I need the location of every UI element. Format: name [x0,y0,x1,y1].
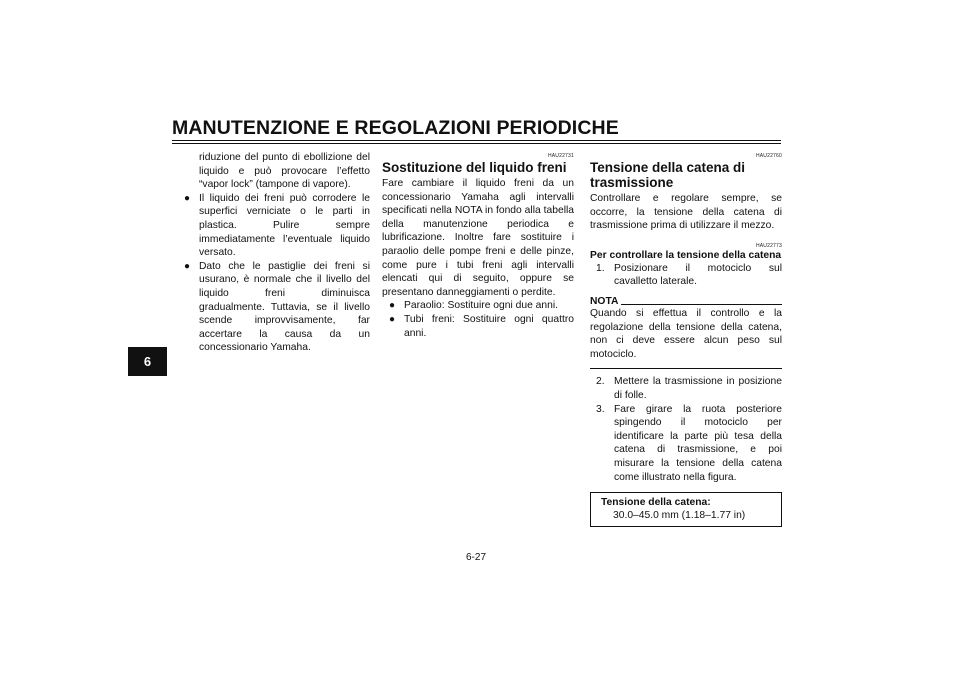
section-heading: Sostituzione del liquido freni [382,160,567,175]
title-rule [172,140,781,141]
column-1 [182,151,370,355]
step-text: Fare girare la ruota posteriore spingendo il motociclo per identificare la parte più tesa della catena di trasmissione, e poi misurare la tensione della catena come illustrato nella figura. [614,403,782,483]
section-code: HAU22760 [755,153,782,159]
step-number: 1. [596,262,605,274]
column-2 [382,153,574,340]
step-text: Posizionare il motociclo sul cavalletto laterale. [614,262,782,288]
nota-header [590,296,782,307]
section-code: HAU22731 [547,153,574,159]
section-code: HAU22773 [755,242,782,249]
bullet-icon: ● [389,300,396,312]
nota-rule [621,304,782,305]
page-number: 6-27 [466,552,487,563]
step-item [590,262,782,289]
bullet-icon: ● [184,260,191,272]
step-item [590,403,782,485]
list-item [182,192,370,260]
section-heading: Tensione della catena di trasmissione [590,160,746,190]
spec-value: 30.0–45.0 mm (1.18–1.77 in) [613,510,746,522]
nota-block [590,296,782,369]
section-intro: Controllare e regolare sempre, se occorre, la tensione della catena di trasmissione prima di utilizzare il mezzo. [590,193,782,232]
bullet-icon: ● [184,192,191,204]
step-item [590,375,782,402]
spec-box [590,492,782,527]
list-item-text: Tubi freni: Sostituire ogni quattro anni. [404,313,574,339]
list-item [382,313,574,340]
column-3 [590,153,782,527]
subsection-heading: Per controllare la tensione della catena [590,249,782,261]
list-item [382,299,574,313]
nota-end-rule [590,368,782,369]
title-rule-thin [172,143,781,144]
nota-text: Quando si effettua il controllo e la regolazione della tensione della catena, non ci deve essere alcun peso sul motociclo. [590,307,782,360]
continued-paragraph: riduzione del punto di ebollizione del liquido e può provocare l’effetto “vapor lock” (tampone di vapore). [199,152,370,191]
step-text: Mettere la trasmissione in posizione di folle. [614,376,782,401]
nota-label: NOTA [590,295,619,307]
list-item-text: Paraolio: Sostituire ogni due anni. [404,300,558,312]
section-body: Fare cambiare il liquido freni da un concessionario Yamaha agli intervalli specificati nella NOTA in fondo alla tabella della manutenzione periodica e lubrificazione. Inoltre fare sostituire i paraolio delle pompe freni e delle pinze, come pure i tubi freni agli intervalli elencati qui di seguito, oppure se presentano danneggiamenti o perdite. [382,178,574,298]
page-title: MANUTENZIONE E REGOLAZIONI PERIODICHE [172,117,619,139]
list-item-text: Il liquido dei freni può corrodere le superfici verniciate o le parti in plastica. Pulire sempre immediatamente l’eventuale liquido versato. [199,192,370,259]
chapter-tab: 6 [128,347,167,376]
spec-label: Tensione della catena: [601,497,711,509]
list-item [182,260,370,355]
bullet-icon: ● [389,313,396,325]
list-item-text: Dato che le pastiglie dei freni si usurano, è normale che il livello del liquido freni diminuisca gradualmente. Tuttavia, se il livello scende improvvisamente, far accertare la causa da un concessionario Yamaha. [199,260,370,354]
step-number: 3. [596,403,605,415]
step-number: 2. [596,376,605,388]
